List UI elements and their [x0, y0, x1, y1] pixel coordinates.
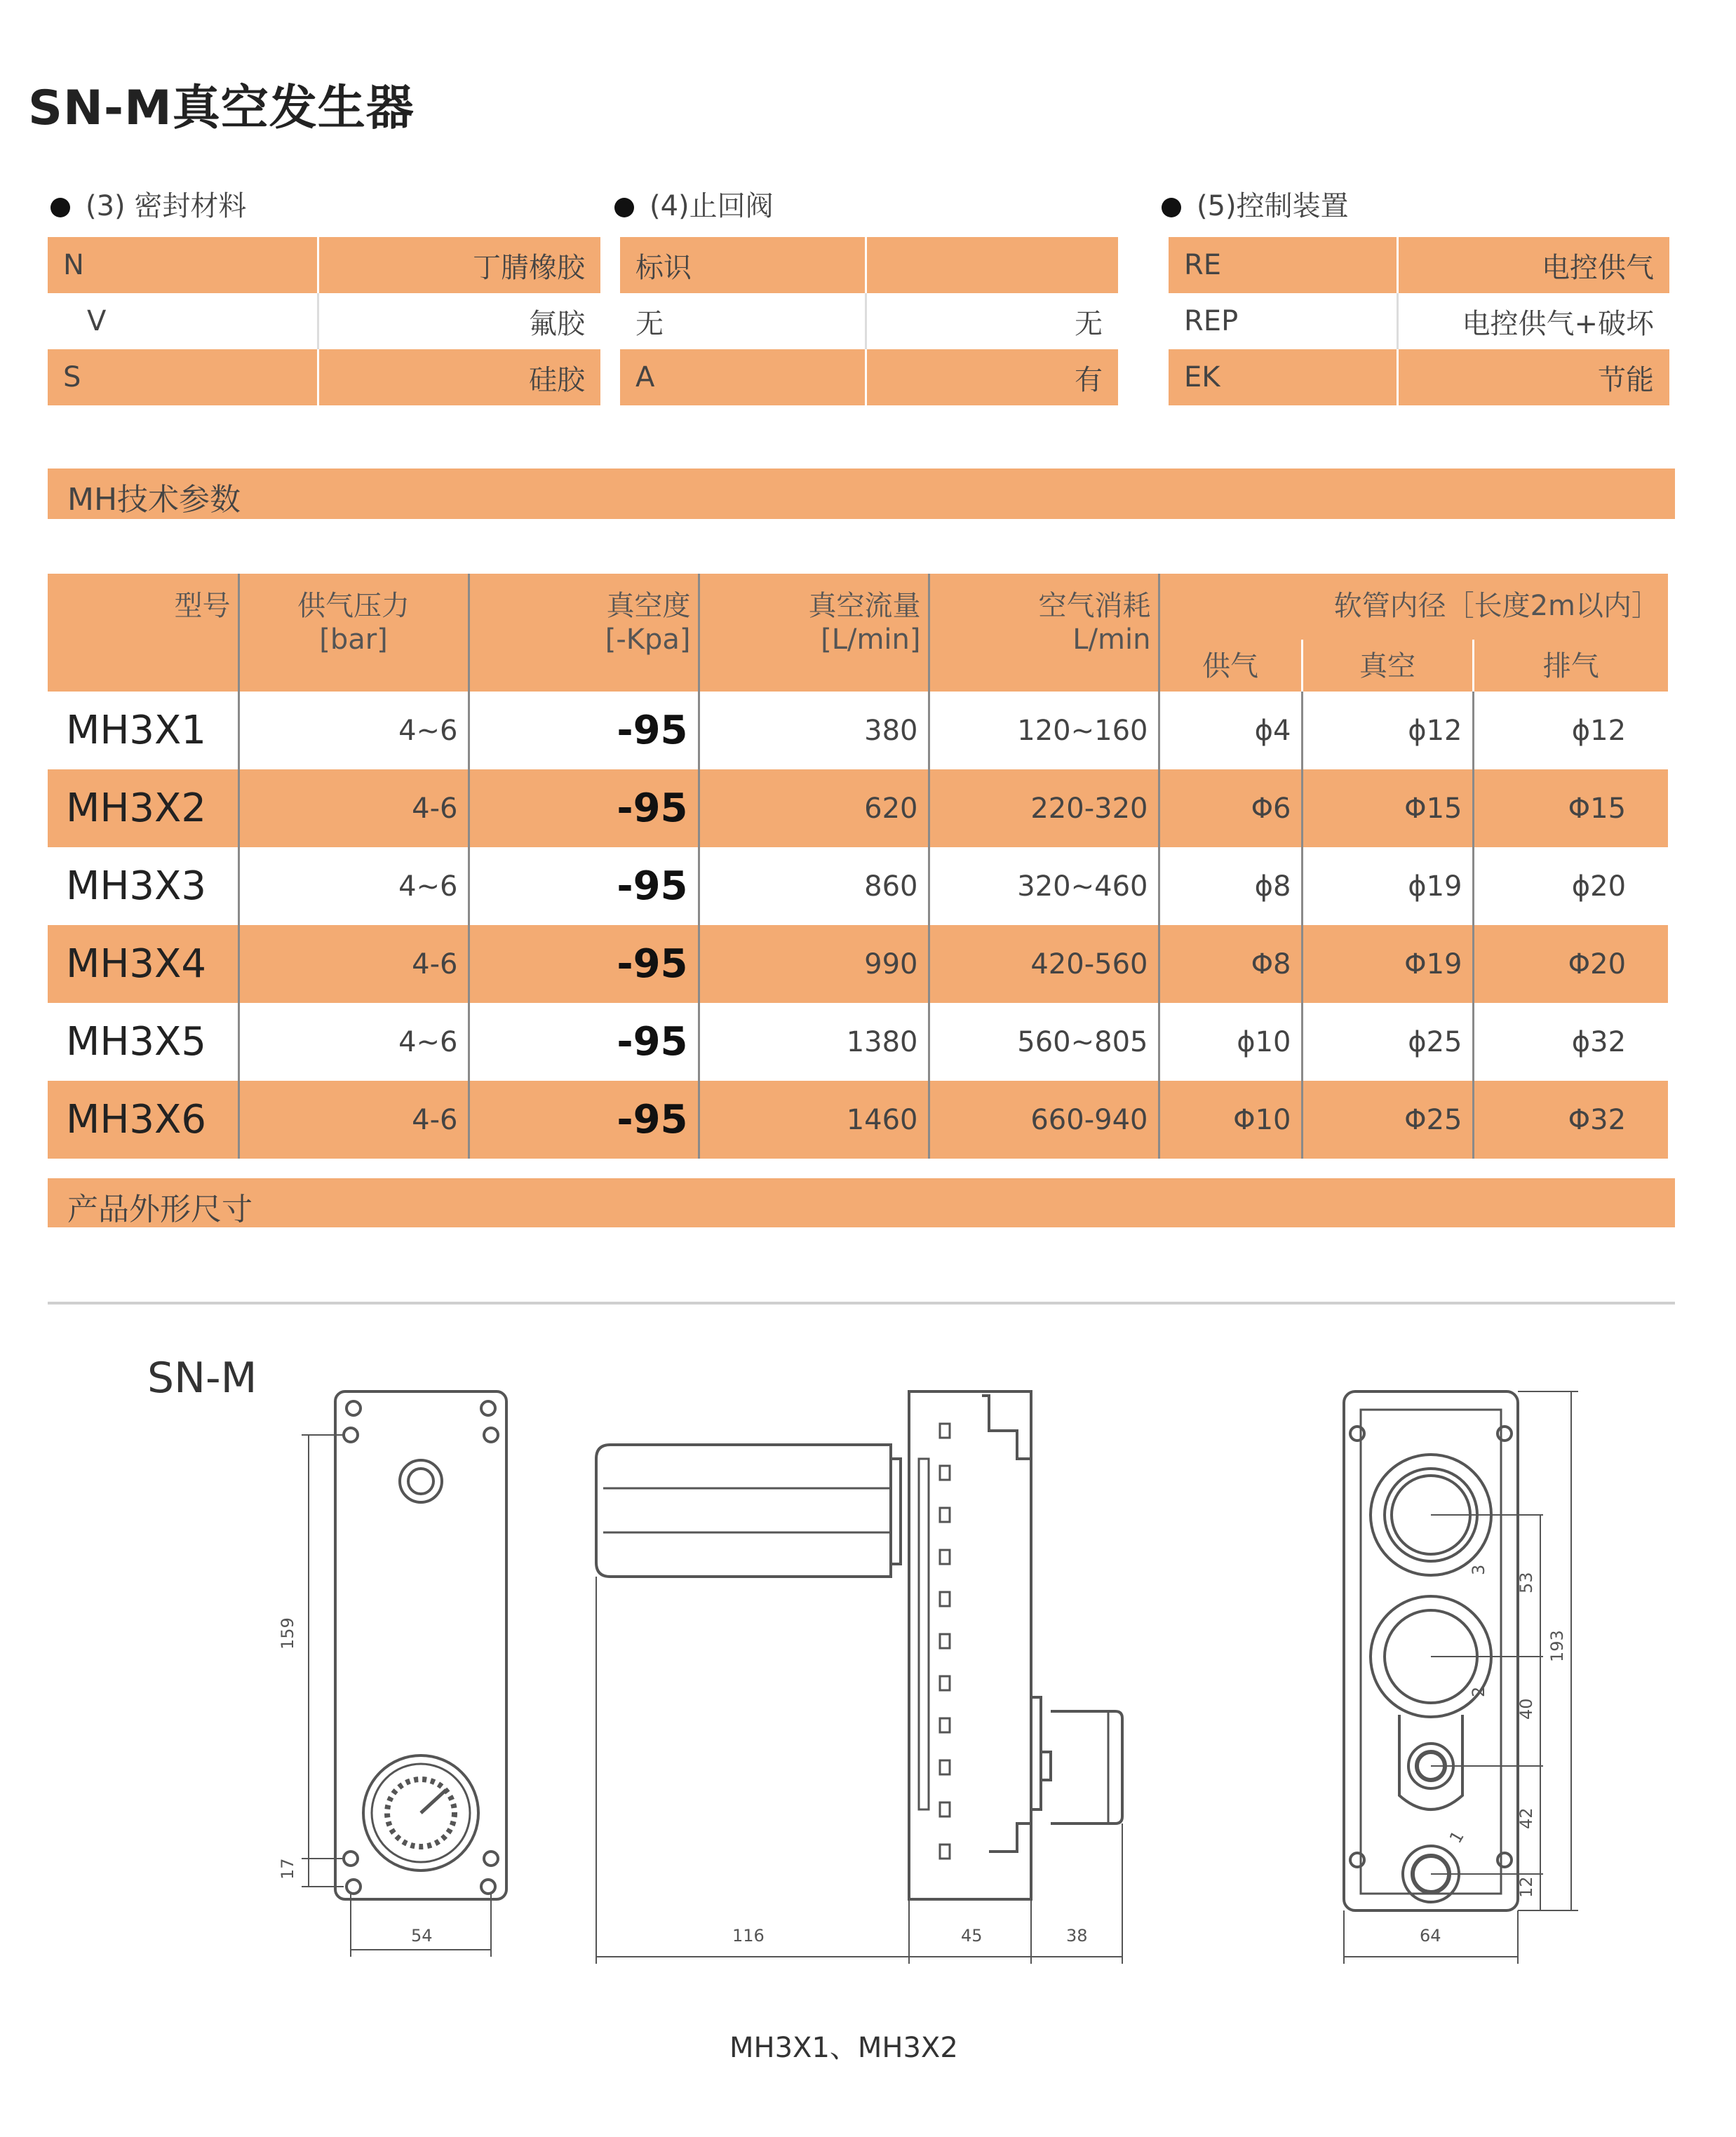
- pressure-cell: 4-6: [238, 1081, 469, 1159]
- seal-heading: (3) 密封材料: [51, 184, 246, 224]
- valve-code: A: [620, 349, 866, 405]
- hose-supply-cell: ϕ4: [1159, 692, 1302, 769]
- valve-name: 无: [1075, 307, 1103, 340]
- dim-back-42: 42: [1516, 1807, 1536, 1829]
- model-cell: MH3X3: [48, 847, 238, 925]
- hose-exhaust-cell: Φ20: [1473, 925, 1668, 1003]
- table-row: [48, 349, 600, 405]
- gauge-icon: [363, 1755, 478, 1870]
- dims-section-title: 产品外形尺寸: [67, 1192, 253, 1227]
- header-hose-exhaust: 排气: [1473, 640, 1668, 692]
- dim-back-12: 12: [1516, 1876, 1536, 1898]
- hose-supply-cell: Φ6: [1159, 769, 1302, 847]
- dim-side-gauge: 38: [1066, 1926, 1088, 1946]
- dim-back-total: 193: [1547, 1630, 1567, 1662]
- seal-code: N: [48, 237, 318, 293]
- header-consumption: 空气消耗 L/min: [929, 574, 1159, 692]
- port-label: 3: [1469, 1564, 1488, 1575]
- consumption-cell: 120~160: [929, 692, 1159, 769]
- divider: [48, 1302, 1675, 1305]
- bullet-icon: [1162, 198, 1181, 217]
- model-cell: MH3X1: [48, 692, 238, 769]
- hose-exhaust-cell: ϕ20: [1571, 870, 1627, 903]
- model-cell: MH3X6: [48, 1081, 238, 1159]
- hose-supply-cell: ϕ8: [1159, 847, 1302, 925]
- flow-cell: 1460: [699, 1081, 929, 1159]
- hose-vacuum-cell: ϕ25: [1302, 1003, 1473, 1081]
- header-flow: 真空流量 [L/min]: [699, 574, 929, 692]
- dim-front-bottom: 17: [278, 1858, 297, 1880]
- dim-back-53: 53: [1516, 1572, 1536, 1593]
- table-row: [48, 692, 1668, 769]
- pressure-cell: 4-6: [238, 925, 469, 1003]
- dim-back-40: 40: [1516, 1698, 1536, 1720]
- control-name: 节能: [1397, 349, 1669, 405]
- model-cell: MH3X4: [48, 925, 238, 1003]
- hose-exhaust-cell: ϕ12: [1571, 714, 1627, 747]
- header-hose-vacuum: 真空: [1302, 640, 1473, 692]
- vacuum-cell: -95: [469, 1003, 699, 1081]
- table-row: [1169, 293, 1669, 349]
- table-row: [48, 237, 600, 293]
- seal-code: S: [48, 349, 318, 405]
- port-label: 1: [1445, 1827, 1468, 1847]
- model-cell: MH3X5: [48, 1003, 238, 1081]
- hose-exhaust-cell: ϕ32: [1571, 1025, 1627, 1058]
- hose-vacuum-cell: ϕ12: [1302, 692, 1473, 769]
- table-row: [1169, 349, 1669, 405]
- consumption-cell: 320~460: [929, 847, 1159, 925]
- flow-cell: 380: [699, 692, 929, 769]
- hose-vacuum-cell: Φ15: [1302, 769, 1473, 847]
- table-row: [620, 349, 1118, 405]
- control-name: 电控供气: [1397, 237, 1669, 293]
- bullet-icon: [614, 198, 634, 217]
- vacuum-cell: -95: [469, 769, 699, 847]
- consumption-cell: 660-940: [929, 1081, 1159, 1159]
- seal-name: 硅胶: [318, 349, 600, 405]
- seal-name: 丁腈橡胶: [318, 237, 600, 293]
- header-vacuum: 真空度 [-Kpa]: [469, 574, 699, 692]
- vacuum-cell: -95: [469, 1081, 699, 1159]
- mh-section-title: MH技术参数: [67, 482, 241, 518]
- dim-back-width: 64: [1420, 1926, 1441, 1946]
- table-row: [1169, 237, 1669, 293]
- valve-name: 有: [866, 349, 1118, 405]
- header-model: 型号: [48, 574, 238, 692]
- dim-front-height: 159: [278, 1617, 297, 1650]
- dims-section-band: [48, 1178, 1675, 1227]
- valve-code: 无: [620, 293, 866, 349]
- control-table: [1169, 237, 1669, 405]
- hose-vacuum-cell: ϕ19: [1302, 847, 1473, 925]
- page-title: SN-M真空发生器: [28, 81, 415, 136]
- table-row: [620, 237, 1118, 293]
- hose-vacuum-cell: Φ19: [1302, 925, 1473, 1003]
- control-name: 电控供气+破坏: [1462, 307, 1654, 340]
- dim-front-width: 54: [411, 1926, 433, 1946]
- spec-header-row: [48, 574, 1668, 640]
- pressure-cell: 4~6: [238, 1003, 469, 1081]
- flow-cell: 990: [699, 925, 929, 1003]
- control-heading: (5)控制装置: [1162, 184, 1349, 224]
- flow-cell: 620: [699, 769, 929, 847]
- pressure-cell: 4~6: [238, 847, 469, 925]
- pressure-cell: 4-6: [238, 769, 469, 847]
- check-valve-heading: (4)止回阀: [614, 184, 774, 224]
- back-view: [1344, 1391, 1578, 1964]
- consumption-cell: 560~805: [929, 1003, 1159, 1081]
- valve-name: [866, 237, 1118, 293]
- technical-drawing: [0, 1375, 1736, 1992]
- table-row: [48, 1081, 1668, 1159]
- flow-cell: 1380: [699, 1003, 929, 1081]
- hose-supply-cell: ϕ10: [1159, 1003, 1302, 1081]
- mh-section-band: [48, 468, 1675, 519]
- consumption-cell: 220-320: [929, 769, 1159, 847]
- table-row: [48, 769, 1668, 847]
- header-hose-supply: 供气: [1159, 640, 1302, 692]
- side-view: [596, 1391, 1122, 1964]
- vacuum-cell: -95: [469, 925, 699, 1003]
- seal-table: [48, 237, 600, 405]
- check-valve-table: [620, 237, 1118, 405]
- front-view: [302, 1391, 506, 1957]
- seal-code: V: [48, 293, 318, 349]
- vacuum-cell: -95: [469, 692, 699, 769]
- hose-supply-cell: Φ10: [1159, 1081, 1302, 1159]
- dim-side-body: 116: [732, 1926, 765, 1946]
- table-row: [48, 1003, 1668, 1081]
- model-cell: MH3X2: [48, 769, 238, 847]
- table-row: [48, 925, 1668, 1003]
- flow-cell: 860: [699, 847, 929, 925]
- control-code: RE: [1169, 237, 1397, 293]
- pressure-cell: 4~6: [238, 692, 469, 769]
- header-hose: 软管内径［长度2m以内］: [1159, 574, 1668, 640]
- bullet-icon: [51, 198, 70, 217]
- consumption-cell: 420-560: [929, 925, 1159, 1003]
- seal-name: 氟胶: [529, 307, 585, 340]
- hose-supply-cell: Φ8: [1159, 925, 1302, 1003]
- port-label: 2: [1469, 1686, 1488, 1697]
- hose-exhaust-cell: Φ15: [1473, 769, 1668, 847]
- dim-side-block: 45: [961, 1926, 983, 1946]
- table-row: [48, 293, 600, 349]
- hose-exhaust-cell: Φ32: [1473, 1081, 1668, 1159]
- table-row: [620, 293, 1118, 349]
- drawing-model-label: SN-M: [147, 1354, 257, 1403]
- header-pressure: 供气压力 [bar]: [238, 574, 469, 692]
- valve-code: 标识: [620, 237, 866, 293]
- hose-vacuum-cell: Φ25: [1302, 1081, 1473, 1159]
- table-row: [48, 847, 1668, 925]
- spec-table: [48, 574, 1668, 1159]
- vacuum-cell: -95: [469, 847, 699, 925]
- control-code: EK: [1169, 349, 1397, 405]
- control-code: REP: [1169, 293, 1397, 349]
- drawing-caption: MH3X1、MH3X2: [729, 2032, 958, 2064]
